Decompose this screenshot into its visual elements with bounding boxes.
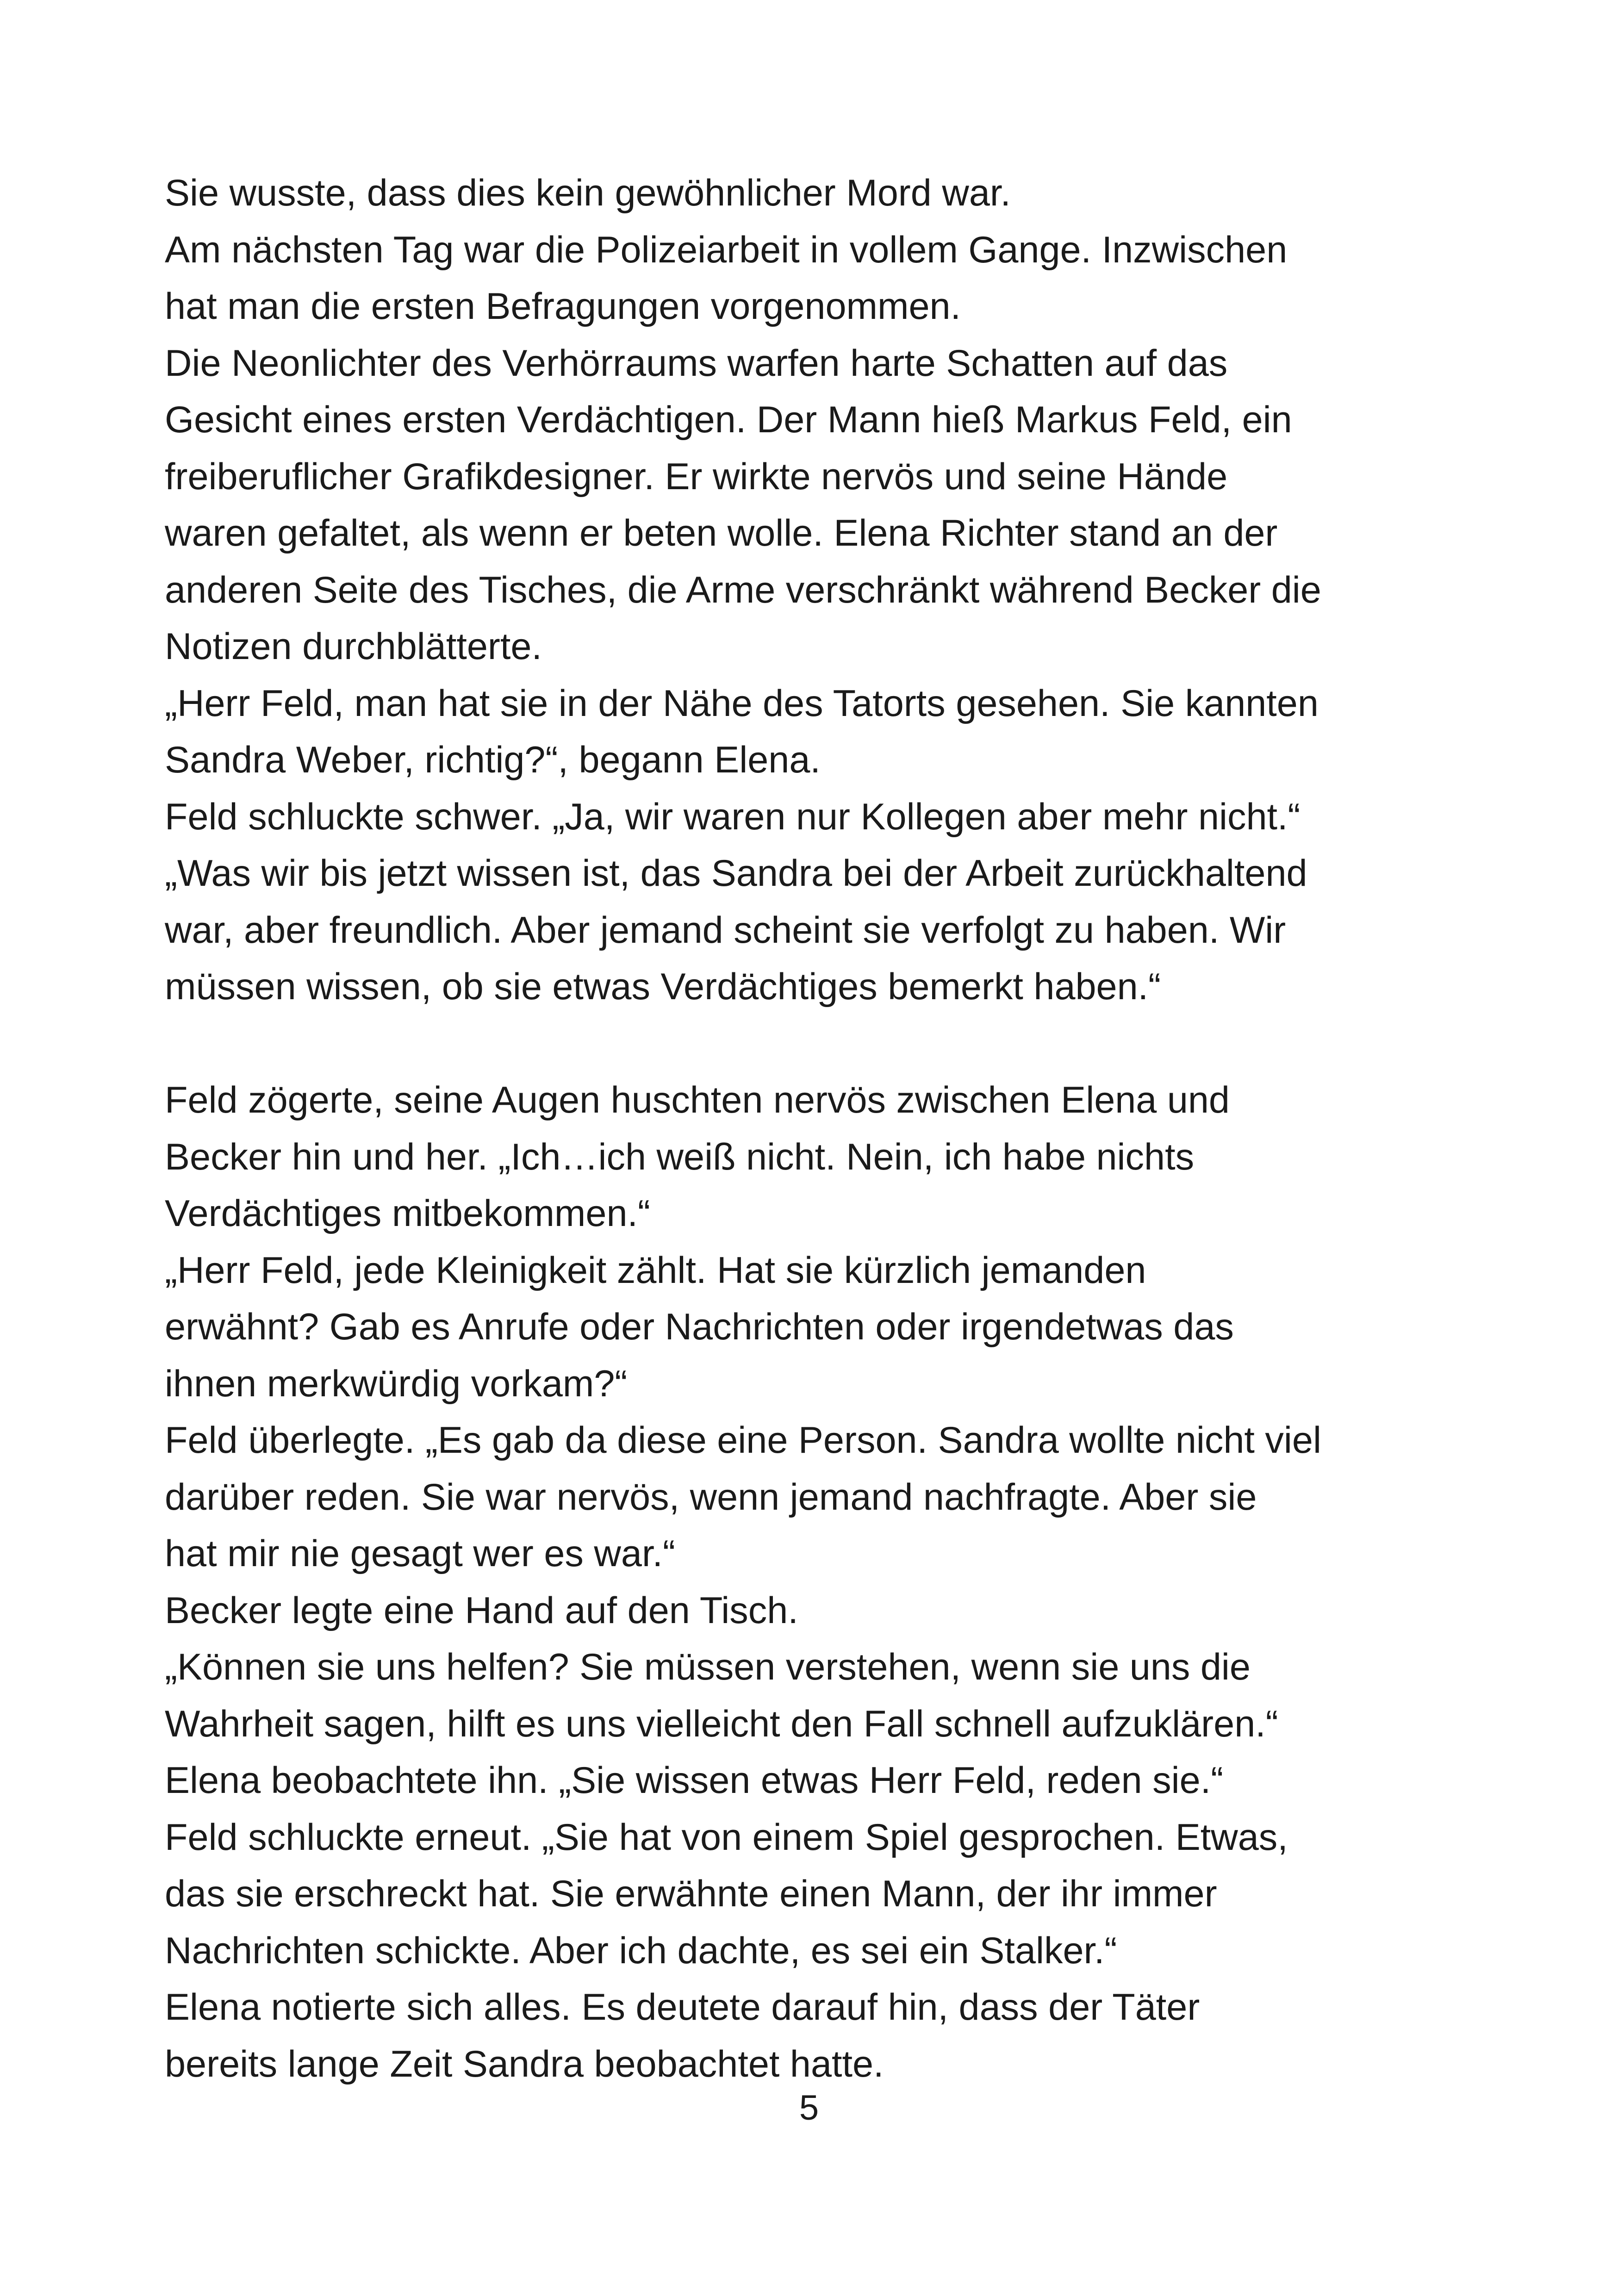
text-line: Sie wusste, dass dies kein gewöhnlicher Mord war.	[165, 172, 1011, 214]
text-line: Die Neonlichter des Verhörraums warfen harte Schatten auf das	[165, 342, 1228, 384]
text-line: Notizen durchblätterte.	[165, 626, 542, 667]
text-line: „Können sie uns helfen? Sie müssen verstehen, wenn sie uns die	[165, 1646, 1251, 1688]
text-line: ihnen merkwürdig vorkam?“	[165, 1363, 628, 1405]
text-line: freiberuflicher Grafikdesigner. Er wirkte nervös und seine Hände	[165, 455, 1228, 498]
text-line: Becker hin und her. „Ich…ich weiß nicht. Nein, ich habe nichts	[165, 1136, 1195, 1178]
text-line: hat man die ersten Befragungen vorgenommen.	[165, 286, 961, 327]
text-line: Wahrheit sagen, hilft es uns vielleicht den Fall schnell aufzuklären.“	[165, 1703, 1278, 1745]
text-line: „Herr Feld, man hat sie in der Nähe des Tatorts gesehen. Sie kannten	[165, 682, 1319, 724]
text-line: Nachrichten schickte. Aber ich dachte, es sei ein Stalker.“	[165, 1929, 1117, 1972]
text-line: „Was wir bis jetzt wissen ist, das Sandra bei der Arbeit zurückhaltend	[165, 852, 1307, 894]
page-number: 5	[799, 2088, 819, 2128]
text-line: Feld schluckte schwer. „Ja, wir waren nur Kollegen aber mehr nicht.“	[165, 796, 1301, 838]
text-line: darüber reden. Sie war nervös, wenn jemand nachfragte. Aber sie	[165, 1476, 1257, 1518]
text-line: Verdächtiges mitbekommen.“	[165, 1193, 650, 1234]
text-line: Elena notierte sich alles. Es deutete darauf hin, dass der Täter	[165, 1986, 1200, 2028]
text-line: Elena beobachtete ihn. „Sie wissen etwas Herr Feld, reden sie.“	[165, 1760, 1224, 1801]
text-line: Feld zögerte, seine Augen huschten nervös zwischen Elena und	[165, 1079, 1230, 1121]
text-line: anderen Seite des Tisches, die Arme verschränkt während Becker die	[165, 569, 1321, 611]
text-line: müssen wissen, ob sie etwas Verdächtiges bemerkt haben.“	[165, 966, 1161, 1008]
text-line: Am nächsten Tag war die Polizeiarbeit in vollem Gange. Inzwischen	[165, 229, 1288, 271]
text-line: Sandra Weber, richtig?“, begann Elena.	[165, 739, 821, 781]
text-line: erwähnt? Gab es Anrufe oder Nachrichten oder irgendetwas das	[165, 1306, 1234, 1348]
text-line: Gesicht eines ersten Verdächtigen. Der Mann hieß Markus Feld, ein	[165, 399, 1292, 441]
text-line: das sie erschreckt hat. Sie erwähnte einen Mann, der ihr immer	[165, 1873, 1217, 1915]
text-line: Feld überlegte. „Es gab da diese eine Person. Sandra wollte nicht viel	[165, 1419, 1321, 1461]
text-line: Feld schluckte erneut. „Sie hat von einem Spiel gesprochen. Etwas,	[165, 1816, 1288, 1858]
text-line: waren gefaltet, als wenn er beten wolle. Elena Richter stand an der	[165, 512, 1278, 554]
body-text	[165, 165, 1461, 2092]
text-line: bereits lange Zeit Sandra beobachtet hatte.	[165, 2043, 884, 2085]
text-line: war, aber freundlich. Aber jemand scheint sie verfolgt zu haben. Wir	[165, 909, 1286, 951]
text-line: hat mir nie gesagt wer es war.“	[165, 1533, 675, 1574]
blank-line	[165, 1015, 1461, 1072]
text-line: Becker legte eine Hand auf den Tisch.	[165, 1589, 798, 1631]
text-line: „Herr Feld, jede Kleinigkeit zählt. Hat sie kürzlich jemanden	[165, 1249, 1146, 1291]
